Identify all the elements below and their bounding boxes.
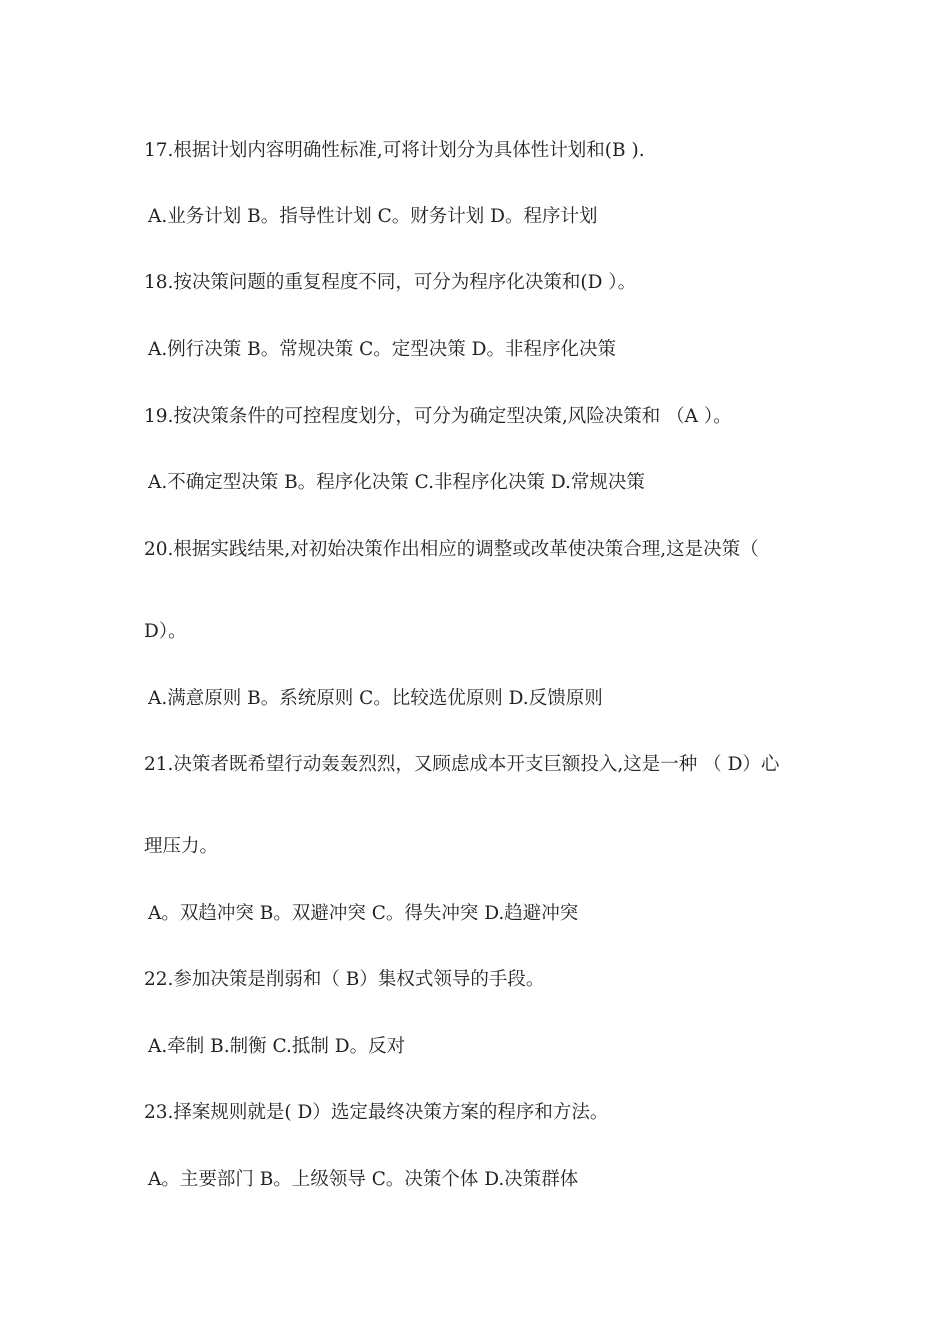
- options-19: A.不确定型决策 B。程序化决策 C.非程序化决策 D.常规决策: [148, 472, 645, 493]
- question-21: 21.决策者既希望行动轰轰烈烈，又顾虑成本开支巨额投入,这是一种 （ D）心: [144, 754, 780, 775]
- options-22: A.牵制 B.制衡 C.抵制 D。反对: [148, 1036, 406, 1057]
- options-23: A。主要部门 B。上级领导 C。决策个体 D.决策群体: [148, 1169, 579, 1190]
- question-22: 22.参加决策是削弱和（ B）集权式领导的手段。: [144, 969, 545, 990]
- options-18: A.例行决策 B。常规决策 C。定型决策 D。非程序化决策: [148, 339, 616, 360]
- question-18: 18.按决策问题的重复程度不同，可分为程序化决策和(D ）。: [144, 272, 637, 293]
- options-20: A.满意原则 B。系统原则 C。比较选优原则 D.反馈原则: [148, 688, 603, 709]
- question-17: 17.根据计划内容明确性标准,可将计划分为具体性计划和(B ).: [144, 140, 645, 161]
- options-21: A。双趋冲突 B。双避冲突 C。得失冲突 D.趋避冲突: [148, 903, 579, 924]
- question-23: 23.择案规则就是( D）选定最终决策方案的程序和方法。: [144, 1102, 609, 1123]
- options-17: A.业务计划 B。指导性计划 C。财务计划 D。程序计划: [148, 206, 598, 227]
- question-20: 20.根据实践结果,对初始决策作出相应的调整或改革使决策合理,这是决策（: [144, 539, 759, 560]
- question-21-continued: 理压力。: [144, 836, 219, 857]
- question-19: 19.按决策条件的可控程度划分，可分为确定型决策,风险决策和 （A ）。: [144, 406, 732, 427]
- question-20-continued: D）。: [144, 621, 187, 642]
